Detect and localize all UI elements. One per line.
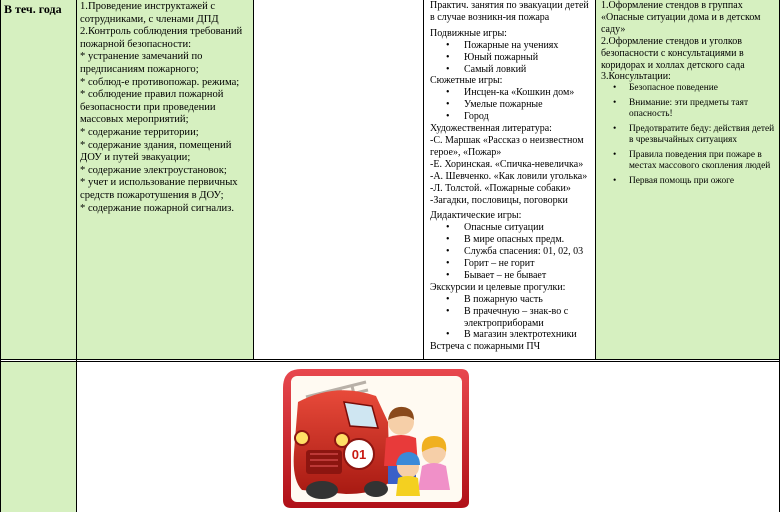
stands-groups: 1.Оформление стендов в группах «Опасные ситуации дома и в детском саду» xyxy=(601,0,761,35)
empty-cell xyxy=(253,0,423,359)
list-item: • Безопасное поведение xyxy=(613,83,777,94)
grid-line xyxy=(595,0,596,359)
list-item: • Служба спасения: 01, 02, 03 xyxy=(446,246,595,258)
didactic-title: Дидактические игры: xyxy=(430,210,522,222)
measures-text xyxy=(76,0,253,216)
child-shirt xyxy=(396,476,420,496)
measures-cell xyxy=(76,0,253,359)
list-item: • Пожарные на учениях xyxy=(446,40,595,52)
role-games-title: Сюжетные игры: xyxy=(430,75,503,87)
grid-line xyxy=(76,0,77,512)
list-item: • Горит – не горит xyxy=(446,258,595,270)
literature-item: -А. Шевченко. «Как ловили уголька» xyxy=(430,170,588,182)
measure-line: * содержание здания, помещений ДОУ и путей эвакуации; xyxy=(80,139,232,164)
back-wheel xyxy=(364,481,388,497)
period-label: В теч. года xyxy=(4,2,62,16)
list-item: • В магазин электротехники xyxy=(446,329,595,341)
grid-line xyxy=(423,0,424,359)
literature-item: -Загадки, пословицы, поговорки xyxy=(430,194,568,206)
list-item: • Город xyxy=(446,111,595,123)
literature-item: -Л. Толстой. «Пожарные собаки» xyxy=(430,182,571,194)
measure-line: * соблюд-е противопожар. режима; xyxy=(80,76,240,88)
list-item: • Правила поведения при пожаре в местах массового скопления людей xyxy=(613,150,777,172)
row2-left-cell xyxy=(0,362,76,512)
list-item: • Бывает – не бывает xyxy=(446,270,595,282)
measure-line: * устранение замечаний по предписаниям пожарного; xyxy=(80,51,203,75)
child-dress xyxy=(418,463,450,490)
truck-number: 01 xyxy=(351,447,367,462)
picture-cell xyxy=(76,362,780,512)
role-games-list xyxy=(430,87,595,123)
measure-line: * содержание электроустановок; xyxy=(80,164,227,176)
measure-line: * учет и использование первичных средств пожаротушения в ДОУ; xyxy=(80,177,238,201)
list-item: • Самый ловкий xyxy=(446,64,595,76)
list-item: • Внимание: эти предметы таят опасность! xyxy=(613,98,777,120)
list-item: • Предотвратите беду: действия детей в чрезвычайных ситуациях xyxy=(613,124,777,146)
measure-line: 1.Проведение инструктажей с сотрудниками, с членами ДПД xyxy=(80,1,219,25)
literature-item: -С. Маршак «Рассказ о неизвестном герое», «Пожар» xyxy=(430,134,584,158)
list-item: • Умелые пожарные xyxy=(446,99,595,111)
front-wheel xyxy=(306,481,338,499)
list-item: • В мире опасных предм. xyxy=(446,234,595,246)
excursions-title: Экскурсии и целевые прогулки: xyxy=(430,281,566,293)
list-item: • Первая помощь при ожоге xyxy=(613,176,777,187)
list-item: • Инсцен-ка «Кошкин дом» xyxy=(446,87,595,99)
measure-line: 2.Контроль соблюдения требований пожарной безопасности: xyxy=(80,26,243,50)
headlight-left xyxy=(295,431,309,445)
meeting-line: Встреча с пожарными ПЧ xyxy=(430,341,541,353)
parents-work-cell xyxy=(595,0,780,359)
mobile-games-title: Подвижные игры: xyxy=(430,27,507,39)
list-item: • Опасные ситуации xyxy=(446,222,595,234)
didactic-list xyxy=(430,222,595,282)
children-activities-text xyxy=(423,0,595,353)
grid-line xyxy=(0,359,780,360)
consultations-list xyxy=(601,83,777,187)
grid-line xyxy=(0,361,780,362)
literature-item: -Е. Хоринская. «Спичка-невеличка» xyxy=(430,158,584,170)
consultations-title: 3.Консультации: xyxy=(601,71,671,83)
list-item: • В пожарную часть xyxy=(446,294,595,306)
excursions-list xyxy=(430,294,595,342)
mobile-games-list xyxy=(430,40,595,76)
period-cell xyxy=(0,0,76,359)
list-item: • Юный пожарный xyxy=(446,52,595,64)
stands-corridors: 2.Оформление стендов и уголков безопасности с консультациями в коридорах и холлах детского сада xyxy=(601,35,745,71)
grid-line xyxy=(253,0,254,359)
grid-line xyxy=(0,0,1,512)
evacuation-intro: Практич. занятия по эвакуации детей в случае возникн-ия пожара xyxy=(430,0,589,23)
children-activities-cell xyxy=(423,0,595,359)
measure-line: * содержание пожарной сигнализ. xyxy=(80,202,235,214)
list-item: • В прачечную – знак-во с электроприборами xyxy=(446,306,595,330)
parents-work-text xyxy=(595,0,780,187)
literature-title: Художественная литература: xyxy=(430,123,552,135)
measure-line: * соблюдение правил пожарной безопасности при проведении массовых мероприятий; xyxy=(80,89,224,126)
measure-line: * содержание территории; xyxy=(80,126,199,138)
fire-truck-picture xyxy=(76,362,780,512)
